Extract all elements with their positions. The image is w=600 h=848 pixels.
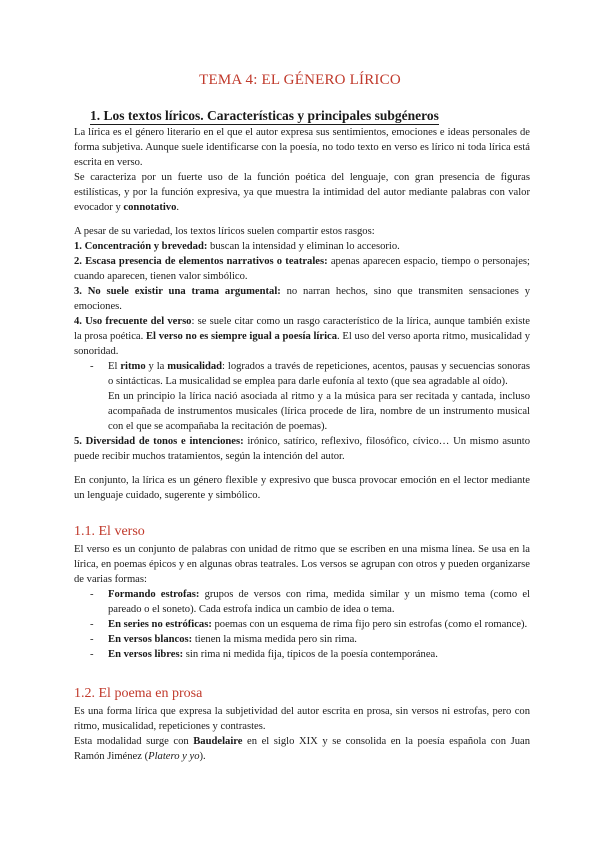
- list-item: - En series no estróficas: poemas con un esquema de rima fijo pero sin estrofas (como el romance).: [74, 617, 530, 632]
- paragraph: A pesar de su variedad, los textos líricos suelen compartir estos rasgos:: [74, 226, 375, 237]
- trait-2: 2. Escasa presencia de elementos narrativos o teatrales: apenas aparecen espacio, tiempo o personajes; cuando aparecen, tienen valor simbólico.: [74, 256, 530, 282]
- paragraph: Esta modalidad surge con Baudelaire en el siglo XIX y se consolida en la poesía española con Juan Ramón Jiménez (Platero y yo).: [74, 736, 530, 762]
- trait-5: 5. Diversidad de tonos e intenciones: irónico, satírico, reflexivo, filosófico, cívico… Un mismo asunto puede recibir muchos tratamientos, según la intención del autor.: [74, 436, 531, 462]
- trait-4: 4. Uso frecuente del verso: se suele citar como un rasgo característico de la lírica, aunque también existe la prosa poética. El verso no es siempre igual a poesía lírica. El uso del verso aporta ritmo, musicalidad y sonoridad.: [74, 316, 530, 357]
- list-item: - Formando estrofas: grupos de versos con rima, medida similar y un mismo tema (como el pareado o el soneto). Cada estrofa indica un cambio de idea o tema.: [74, 587, 530, 617]
- paragraph: En conjunto, la lírica es un género flexible y expresivo que busca provocar emoción en el lector mediante un lenguaje cuidado, sugerente y simbólico.: [74, 475, 530, 501]
- trait-4-subitem-paragraph: En un principio la lírica nació asociada al ritmo y a la música para ser recitada y cantada, incluso acompañada de instrumentos musicales (lírica procede de lira, nombre de un instrumento musical con el que se acompañaba la recitación de poemas).: [108, 391, 530, 432]
- paragraph: La lírica es el género literario en el que el autor expresa sus sentimientos, emociones e ideas personales de forma subjetiva. Aunque suele identificarse con la poesía, no todo texto en verso es lírico ni toda lírica está escrita en verso.: [74, 127, 530, 168]
- paragraph: Es una forma lírica que expresa la subjetividad del autor escrita en prosa, sin versos ni estrofas, pero con ritmo, musicalidad, repeticiones y contrastes.: [74, 706, 530, 732]
- page-title: TEMA 4: EL GÉNERO LÍRICO: [199, 72, 401, 88]
- trait-4-subitem: - El ritmo y la musicalidad: logrados a través de repeticiones, acentos, pausas y secuencias sonoras o sintácticas. La musicalidad se emplea para darle eufonía al texto (que sea agradable al oído).: [74, 359, 530, 389]
- trait-3: 3. No suele existir una trama argumental: no narran hechos, sino que transmiten sensaciones y emociones.: [74, 286, 530, 312]
- section-1-1-body: [74, 542, 530, 662]
- list-item: - En versos libres: sin rima ni medida fija, típicos de la poesía contemporánea.: [74, 647, 530, 662]
- trait-1: 1. Concentración y brevedad: buscan la intensidad y eliminan lo accesorio.: [74, 241, 400, 252]
- section-1-2-body: [74, 704, 530, 764]
- section-1-body: [74, 125, 530, 503]
- section-1-2-heading: 1.2. El poema en prosa: [74, 686, 203, 701]
- paragraph: El verso es un conjunto de palabras con unidad de ritmo que se escriben en una misma línea. Se usa en la lírica, en poemas épicos y en algunas obras teatrales. Los versos se agrupan con otros y pueden organizarse de varias formas:: [74, 544, 530, 585]
- section-1-1-heading: 1.1. El verso: [74, 524, 145, 539]
- paragraph: Se caracteriza por un fuerte uso de la función poética del lenguaje, con gran presencia de figuras estilísticas, y por la función expresiva, ya que muestra la intimidad del autor mediante palabras con valor evocador y connotativo.: [74, 172, 530, 213]
- list-item: - En versos blancos: tienen la misma medida pero sin rima.: [74, 632, 530, 647]
- section-1-heading: 1. Los textos líricos. Características y principales subgéneros: [90, 108, 439, 123]
